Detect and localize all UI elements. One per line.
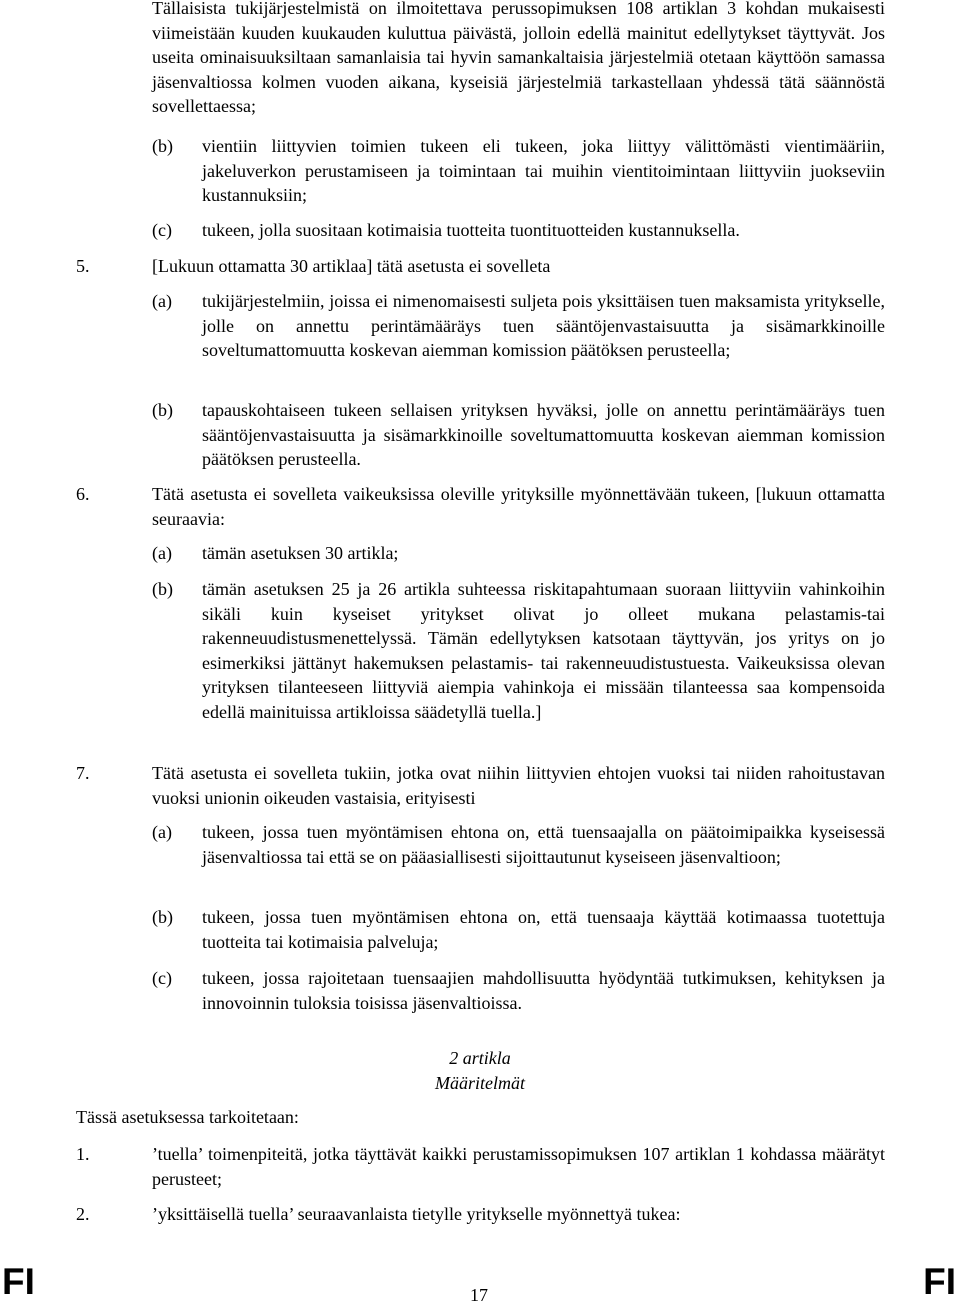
point4-b-text: vientiin liittyvien toimien tukeen eli tukeen, joka liittyy välittömästi vientimääriin, jakeluverkon perustamiseen ja toimintaan tai muihin vientitoimintaan liittyviin juokseviin kustannuksiin; [202,136,885,206]
point7-a-text: tukeen, jossa tuen myöntämisen ehtona on, että tuensaajalla on päätoimipaikka kyseisessä jäsenvaltiossa tai että se on pääasiallisesti sijoittautunut kyseiseen jäsenvaltioon; [202,822,885,867]
footer-language-code-right: FI [923,1261,956,1302]
definitions-intro: Tässä asetuksessa tarkoitetaan: [76,1107,299,1127]
point7-c-label: (c) [152,968,172,988]
point7-b-label: (b) [152,907,173,927]
definition-1-number: 1. [76,1144,90,1164]
point5-text: [Lukuun ottamatta 30 artiklaa] tätä asetusta ei sovelleta [152,256,551,276]
point7-c-text: tukeen, jossa rajoitetaan tuensaajien mahdollisuutta hyödyntää tutkimuksen, kehityksen ja innovoinnin tuloksia toisissa jäsenvaltioissa. [202,968,885,1013]
point6-text: Tätä asetusta ei sovelleta vaikeuksissa oleville yrityksille myönnettävään tukeen, [lukuun ottamatta seuraavia: [152,484,885,529]
point6-a-label: (a) [152,543,172,563]
point7-text: Tätä asetusta ei sovelleta tukiin, jotka ovat niihin liittyvien ehtojen vuoksi tai niiden rahoitustavan vuoksi unionin oikeuden vastaisia, erityisesti [152,763,885,808]
article-title: Määritelmät [435,1073,525,1093]
point7-b-text: tukeen, jossa tuen myöntämisen ehtona on, että tuensaaja käyttää kotimaassa tuotettuja tuotteita tai kotimaisia palveluja; [202,907,885,952]
definition-2-number: 2. [76,1204,90,1224]
point5-a-text: tukijärjestelmiin, joissa ei nimenomaisesti suljeta pois yksittäisen tuen maksamista yritykselle, jolle on annettu perintämääräys tuen sääntöjenvastaisuutta ja sisämarkkinoille soveltumattomuutta koskevan aiemman komission päätöksen perusteella; [202,291,885,361]
point5-a-label: (a) [152,291,172,311]
point6-b-label: (b) [152,579,173,599]
point5-number: 5. [76,256,90,276]
point7-a-label: (a) [152,822,172,842]
point4-b-label: (b) [152,136,173,156]
definition-2-text: ’yksittäisellä tuella’ seuraavanlaista tietylle yritykselle myönnettyä tukea: [152,1204,681,1224]
point4-c-text: tukeen, jolla suositaan kotimaisia tuotteita tuontituotteiden kustannuksella. [202,220,740,240]
definition-1-text: ’tuella’ toimenpiteitä, jotka täyttävät kaikki perustamissopimuksen 107 artiklan 1 kohdassa määrätyt perusteet; [152,1144,885,1189]
point5-b-label: (b) [152,400,173,420]
point6-a-text: tämän asetuksen 30 artikla; [202,543,399,563]
point7-number: 7. [76,763,90,783]
point6-number: 6. [76,484,90,504]
point5-b-text: tapauskohtaiseen tukeen sellaisen yrityksen hyväksi, jolle on annettu perintämääräys tuen sääntöjenvastaisuutta ja sisämarkkinoille soveltumattomuutta koskevan aiemman komission päätöksen perusteella. [202,400,885,470]
article-heading: 2 artikla [449,1048,511,1068]
point6-b-text: tämän asetuksen 25 ja 26 artikla suhteessa riskitapahtumaan suoraan liittyviin vahinkoihin sikäli kuin kyseiset yritykset olivat jo olleet mukana pelastamis-tai rakenneuudistusmenettelyssä. Tämän edellytyksen katsotaan täyttyvän, jos yritys on jo esimerkiksi jättänyt hakemuksen pelastamis- tai rakenneuudistustuesta. Vaikeuksissa olevan yrityksen tilanteeseen liittyviä aiempia vahinkoja ei missään tilanteessa saa kompensoida edellä mainituissa artikloissa säädetyllä tuella.] [202,579,885,722]
intro-paragraph: Tällaisista tukijärjestelmistä on ilmoitettava perussopimuksen 108 artiklan 3 kohdan mukaisesti viimeistään kuuden kuukauden kuluttua päivästä, jolloin edellä mainitut edellytykset täyttyvät. Jos useita ominaisuuksiltaan samanlaisia tai hyvin samankaltaisia järjestelmiä otetaan käyttöön samassa jäsenvaltiossa kolmen vuoden aikana, kyseisiä järjestelmiä tarkastellaan yhdessä tätä säännöstä sovellettaessa; [152,0,885,117]
point4-c-label: (c) [152,220,172,240]
page-number: 17 [470,1285,488,1305]
footer-language-code-left: FI [2,1261,35,1302]
